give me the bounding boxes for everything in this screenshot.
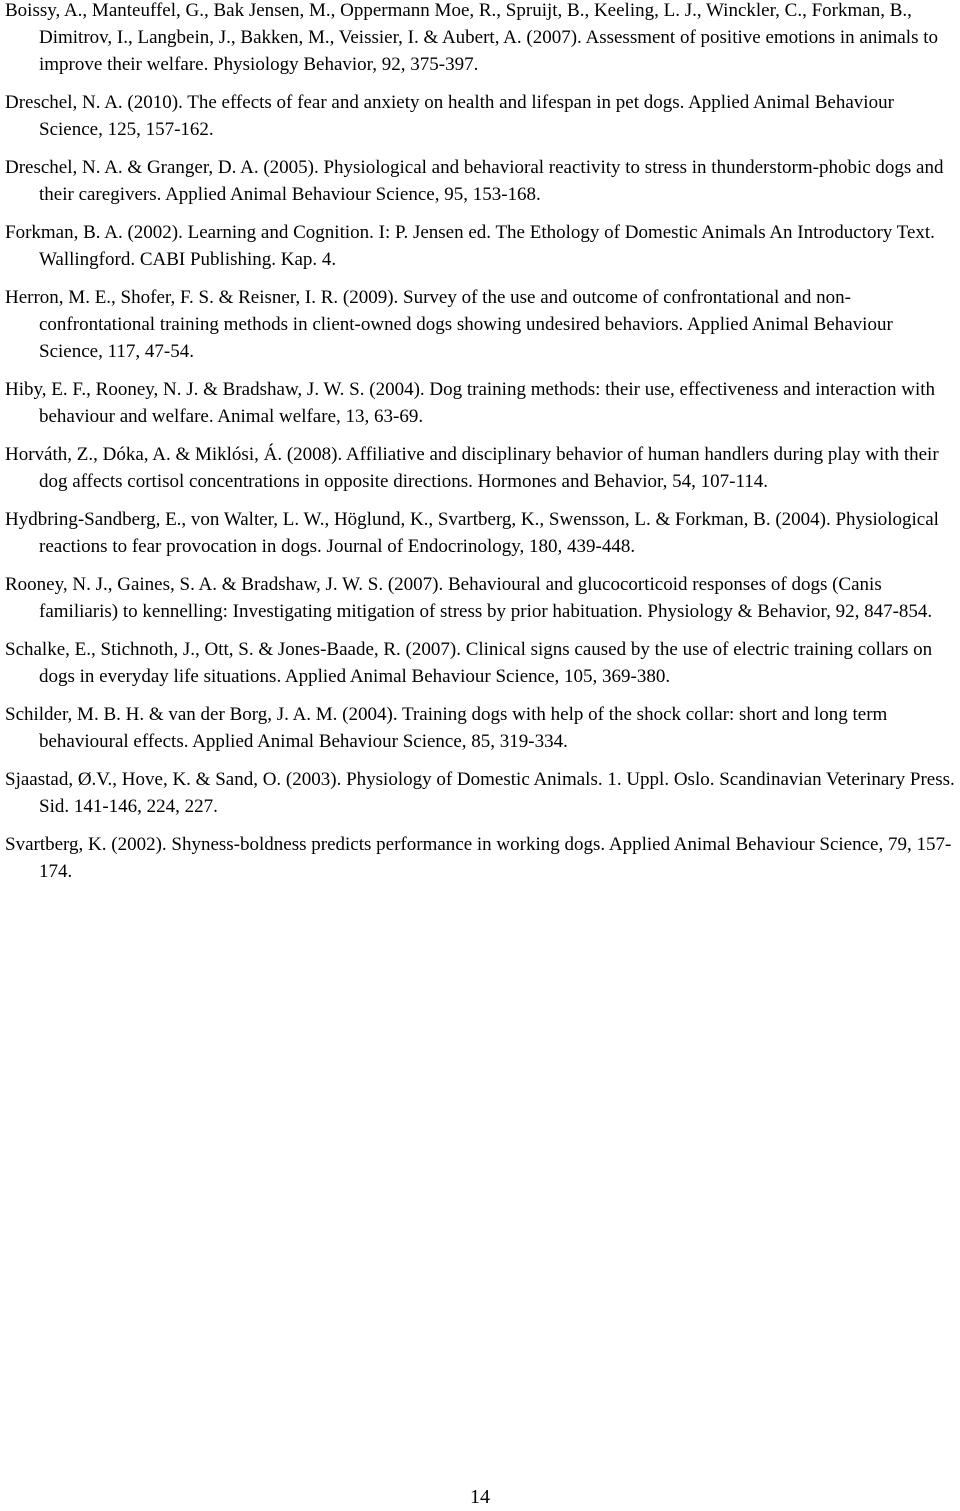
reference-schalke-2007: Schalke, E., Stichnoth, J., Ott, S. & Jones-Baade, R. (2007). Clinical signs caused by the use of electric training collars on dogs in everyday life situations. Applied Animal Behaviour Science, 105, 369-380. xyxy=(5,639,933,687)
reference-herron-2009: Herron, M. E., Shofer, F. S. & Reisner, I. R. (2009). Survey of the use and outcome of confrontational and non-confrontational training methods in client-owned dogs showing undesired behaviors. Applied Animal Behaviour Science, 117, 47-54. xyxy=(5,287,893,362)
reference-hiby-2004: Hiby, E. F., Rooney, N. J. & Bradshaw, J. W. S. (2004). Dog training methods: their use, effectiveness and interaction with behaviour and welfare. Animal welfare, 13, 63-69. xyxy=(5,379,936,427)
reference-list xyxy=(5,0,959,896)
reference-horvath-2008: Horváth, Z., Dóka, A. & Miklósi, Á. (2008). Affiliative and disciplinary behavior of human handlers during play with their dog affects cortisol concentrations in opposite directions. Hormones and Behavior, 54, 107-114. xyxy=(5,444,939,492)
reference-boissy-2007: Boissy, A., Manteuffel, G., Bak Jensen, M., Oppermann Moe, R., Spruijt, B., Keeling, L. J., Winckler, C., Forkman, B., Dimitrov, I., Langbein, J., Bakken, M., Veissier, I. & Aubert, A. (2007). Assessment of positive emotions in animals to improve their welfare. Physiology Behavior, 92, 375-397. xyxy=(5,0,939,75)
reference-hydbring-sandberg-2004: Hydbring-Sandberg, E., von Walter, L. W., Höglund, K., Svartberg, K., Swensson, L. & Forkman, B. (2004). Physiological reactions to fear provocation in dogs. Journal of Endocrinology, 180, 439-448. xyxy=(5,509,939,557)
reference-dreschel-granger-2005: Dreschel, N. A. & Granger, D. A. (2005). Physiological and behavioral reactivity to stress in thunderstorm-phobic dogs and their caregivers. Applied Animal Behaviour Science, 95, 153-168. xyxy=(5,157,944,205)
reference-schilder-2004: Schilder, M. B. H. & van der Borg, J. A. M. (2004). Training dogs with help of the shock collar: short and long term behavioural effects. Applied Animal Behaviour Science, 85, 319-334. xyxy=(5,704,888,752)
reference-rooney-2007: Rooney, N. J., Gaines, S. A. & Bradshaw, J. W. S. (2007). Behavioural and glucocorticoid responses of dogs (Canis familiaris) to kennelling: Investigating mitigation of stress by prior habituation. Physiology & Behavior, 92, 847-854. xyxy=(5,574,933,622)
reference-dreschel-2010: Dreschel, N. A. (2010). The effects of fear and anxiety on health and lifespan in pet dogs. Applied Animal Behaviour Science, 125, 157-162. xyxy=(5,92,894,140)
reference-forkman-2002: Forkman, B. A. (2002). Learning and Cognition. I: P. Jensen ed. The Ethology of Domestic Animals An Introductory Text. Wallingford. CABI Publishing. Kap. 4. xyxy=(5,222,935,270)
reference-sjaastad-2003: Sjaastad, Ø.V., Hove, K. & Sand, O. (2003). Physiology of Domestic Animals. 1. Uppl. Oslo. Scandinavian Veterinary Press. Sid. 141-146, 224, 227. xyxy=(5,769,955,817)
page-number: 14 xyxy=(470,1486,490,1508)
reference-svartberg-2002: Svartberg, K. (2002). Shyness-boldness predicts performance in working dogs. Applied Animal Behaviour Science, 79, 157-174. xyxy=(5,834,952,882)
